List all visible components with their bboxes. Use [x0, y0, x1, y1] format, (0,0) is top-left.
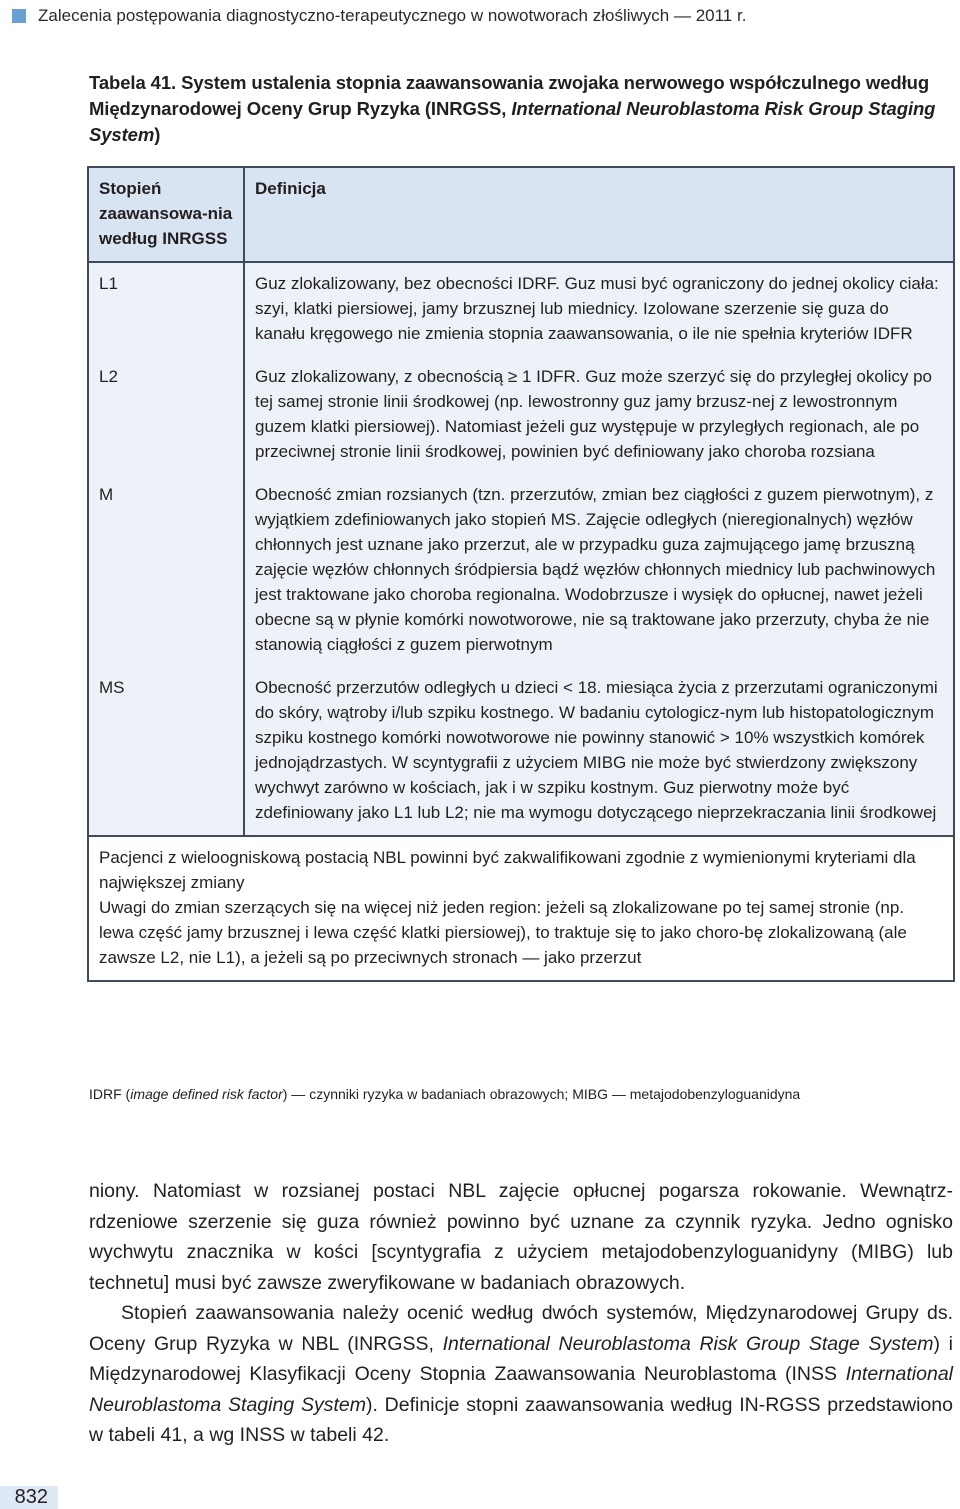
running-header — [12, 6, 746, 26]
definition-cell: Guz zlokalizowany, bez obecności IDRF. Guz musi być ograniczony do jednej okolicy ciała: szyi, klatki piersiowej, jamy brzusznej lub miednicy. Izolowane szerzenie się guza do kanału kręgowego nie zmienia stopnia zaawansowania, o ile nie spełnia kryteriów IDFR — [244, 262, 954, 356]
table-row — [88, 667, 954, 836]
section-marker-icon — [12, 9, 26, 23]
table-footnote — [89, 1086, 800, 1102]
body-text — [89, 1176, 953, 1451]
caption-italic: International Neuroblastoma Risk Group Staging System — [89, 98, 936, 145]
staging-table-container — [87, 166, 953, 982]
table-note: Pacjenci z wieloogniskową postacią NBL powinni być zakwalifikowani zgodnie z wymienionymi kryteriami dla największej zmiany — [99, 848, 916, 892]
stage-cell: M — [88, 474, 244, 667]
table-row — [88, 474, 954, 667]
footnote-italic: image defined risk factor — [130, 1086, 283, 1102]
caption-suffix: ) — [154, 124, 161, 145]
definition-cell: Obecność przerzutów odległych u dzieci < 18. miesiąca życia z przerzutami ograniczonymi do skóry, wątroby i/lub szpiku kostnego. W badaniu cytologicz-nym lub histopatologicznym szpiku kostnego komórki nowotworowe nie powinny stanowić > 10% wszystkich komórek jednojądrzastych. W scyntygrafii z użyciem MIBG nie może być stwierdzony zwiększony wychwyt zarówno w kościach, jak i w szpiku kostnym. Guz pierwotny może być zdefiniowany jako L1 lub L2; nie ma wymogu dotyczącego nieprzekraczania linii środkowej — [244, 667, 954, 836]
table-row — [88, 262, 954, 356]
body-paragraph — [89, 1298, 953, 1451]
table-notes-row — [88, 836, 954, 981]
p2-italic-2: International Neuroblastoma Staging System — [89, 1363, 953, 1416]
table-header-row — [88, 167, 954, 262]
p2-text-a: Stopień zaawansowania należy ocenić według dwóch systemów, Międzynarodowej Grupy ds. Oceny Grup Ryzyka w NBL (INRGSS, — [89, 1302, 953, 1355]
stage-cell: L1 — [88, 262, 244, 356]
caption-prefix: Tabela 41. System ustalenia stopnia zaawansowania zwojaka nerwowego współczulnego według Międzynarodowej Oceny Grup Ryzyka (INRGSS, — [89, 72, 930, 119]
page-number: 832 — [0, 1486, 58, 1509]
table-row — [88, 356, 954, 474]
definition-cell: Guz zlokalizowany, z obecnością ≥ 1 IDFR. Guz może szerzyć się do przyległej okolicy po tej samej stronie linii środkowej (np. lewostronny guz jamy brzusz-nej z lewostronnym guzem klatki piersiowej). Natomiast jeżeli guz występuje w przyległych regionach, ale po przeciwnej stronie linii środkowej, powinien być definiowany jako choroba rozsiana — [244, 356, 954, 474]
p2-text-c: ). Definicje stopni zaawansowania według IN-RGSS przedstawiono w tabeli 41, a wg INSS w tabeli 42. — [89, 1393, 953, 1446]
definition-cell: Obecność zmian rozsianych (tzn. przerzutów, zmian bez ciągłości z guzem pierwotnym), z wyjątkiem zdefiniowanych jako stopień MS. Zajęcie odległych (nieregionalnych) węzłów chłonnych jest uznane jako przerzut, ale w przypadku guza zajmującego jamę brzuszną zajęcie węzłów chłonnych śródpiersia bądź węzłów chłonnych miednicy lub pachwinowych jest traktowane jako choroba regionalna. Wodobrzusze i wysięk do opłucnej, nawet jeżeli obecne są w płynie komórki nowotworowe, nie są traktowane jako przerzuty, chyba że nie stanowią ciągłości z guzem pierwotnym — [244, 474, 954, 667]
column-header-stage: Stopień zaawansowa-nia według INRGSS — [88, 167, 244, 262]
footnote-suffix: ) — czynniki ryzyka w badaniach obrazowych; MIBG — metajodobenzyloguanidyna — [282, 1086, 801, 1102]
staging-table — [87, 166, 955, 982]
footnote-prefix: IDRF ( — [89, 1086, 131, 1102]
table-notes — [88, 836, 954, 981]
body-paragraph: niony. Natomiast w rozsianej postaci NBL zajęcie opłucnej pogarsza rokowanie. Wewnątrz-rdzeniowe szerzenie się guza również powinno być uznane za czynnik ryzyka. Jedno ognisko wychwytu znacznika w kości [scyntygrafia z użyciem metajodobenzyloguanidyny (MIBG) lub technetu] musi być zawsze zweryfikowane w badaniach obrazowych. — [89, 1180, 953, 1294]
running-title: Zalecenia postępowania diagnostyczno-terapeutycznego w nowotworach złośliwych — 2011 r. — [38, 6, 747, 25]
table-caption — [89, 70, 939, 148]
column-header-definition: Definicja — [244, 167, 954, 262]
p2-text-b: ) i Międzynarodowej Klasyfikacji Oceny Stopnia Zaawansowania Neuroblastoma (INSS — [89, 1332, 954, 1385]
stage-cell: MS — [88, 667, 244, 836]
table-note: Uwagi do zmian szerzących się na więcej niż jeden region: jeżeli są zlokalizowane po tej samej stronie (np. lewa część jamy brzusznej i lewa część klatki piersiowej), to traktuje się to jako choro-bę zlokalizowaną (ale zawsze L2, nie L1), a jeżeli są po przeciwnych stronach — jako przerzut — [99, 898, 907, 967]
p2-italic-1: International Neuroblastoma Risk Group Stage System — [442, 1332, 934, 1355]
stage-cell: L2 — [88, 356, 244, 474]
